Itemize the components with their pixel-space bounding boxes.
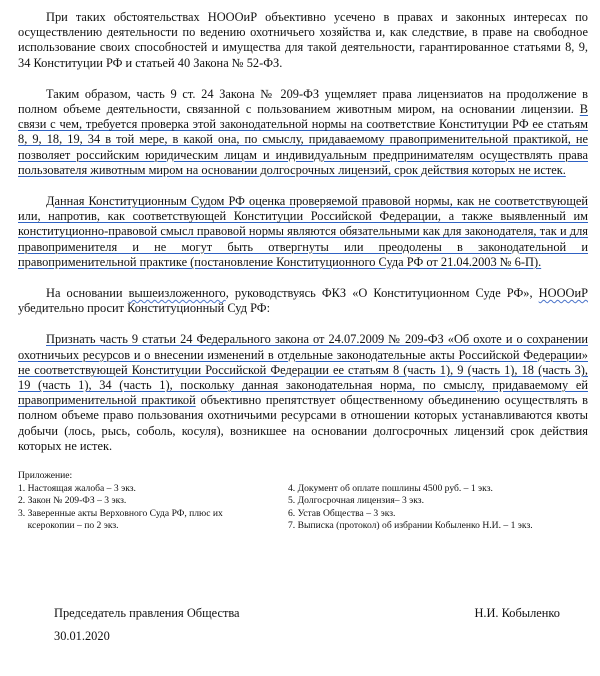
paragraph-text: объективно препятствует общественному объединению осуществлять в полном объеме право пользования охотничьими ресурсами в отношении которых устанавливаются квоты добычи (лось, рысь, соболь, косуля), возникшее на основании долгосрочных лицензий срок действия которых не истек.	[18, 393, 588, 453]
attachments-title: Приложение:	[18, 470, 73, 482]
attachments-section	[18, 470, 588, 533]
highlighted-text: Данная Конституционным Судом РФ оценка проверяемой правовой нормы, как не соответствующей или, напротив, как соответствующей Конституции Российской Федерации, а также выявленный им конституционно-правовой смысл правовой нормы являются обязательными как для законодателя, так и для правоприменителя и не могут быть отвергнуты или преодолены в законодательной и правоприменительной практике (постановление Конституционного Суда РФ от 21.04.2003 № 6-П).	[18, 194, 588, 269]
paragraph-text: Таким образом, часть 9 ст. 24 Закона № 209-ФЗ ущемляет права лицензиатов на продолжение в полном объеме деятельности, связанной с пользованием животным миром, на основании лицензии.	[18, 86, 588, 117]
highlighted-text: Признать часть 9 статьи 24 Федерального закона от 24.07.2009 № 209-ФЗ «Об охоте и о сохранении охотничьих ресурсов и о внесении изменений в отдельные законодательные акты Российской Федерации» не соответствующей Конституции Российской Федерации ее статьям 8 (часть 1), 9 (часть 1), 18 (часть 3), 19 (часть 1), 34 (часть 1), поскольку данная законодательная норма, по смыслу, придаваемому ей правоприменительной практикой	[18, 332, 588, 408]
document-date: 30.01.2020	[54, 629, 110, 643]
attachments-right-column	[288, 470, 588, 533]
document-body	[18, 10, 588, 454]
attachments-right-list	[288, 483, 588, 533]
signature-row	[54, 606, 560, 621]
signer-position: Председатель правления Общества	[54, 606, 240, 620]
signer-name: Н.И. Кобыленко	[474, 606, 560, 620]
paragraph	[18, 87, 588, 178]
paragraph	[18, 332, 588, 454]
highlighted-text: вышеизложенного	[128, 286, 226, 301]
paragraph-text: При таких обстоятельствах НОООиР объективно усечено в правах и законных интересах по осуществлению деятельности по ведению охотничьего хозяйства и, как следствие, в праве на свободное использование своих способностей и имущества для такой деятельности, гарантированное статьями 8, 9, 34 Конституции РФ и статьей 40 Закона № 52-ФЗ.	[18, 10, 588, 70]
paragraph	[18, 10, 588, 71]
attachments-left-list	[18, 483, 286, 533]
highlighted-text: НОООиР	[538, 286, 588, 301]
attachment-item: ксерокопии – по 2 экз.	[18, 520, 119, 532]
attachments-left-column	[18, 470, 286, 533]
attachment-item: 7. Выписка (протокол) об избрании Кобыленко Н.И. – 1 экз.	[288, 520, 533, 532]
attachment-item: 2. Закон № 209-ФЗ – 3 экз.	[18, 495, 127, 507]
highlighted-text: В связи с чем, требуется проверка этой законодательной нормы на соответствие Конституции РФ ее статьям 8, 9, 18, 19, 34 в той мере, в какой она, по смыслу, придаваемому правоприменительной практикой, не позволяет российским юридическим лицам и индивидуальным предпринимателям осуществлять права пользователя животным миром на основании долгосрочных лицензий, срок действия которых не истек.	[18, 102, 588, 177]
attachment-item: 4. Документ об оплате пошлины 4500 руб. – 1 экз.	[288, 482, 493, 494]
attachment-item: 6. Устав Общества – 3 экз.	[288, 507, 396, 519]
attachment-item: 3. Заверенные акты Верховного Суда РФ, плюс их	[18, 507, 223, 519]
attachment-item: 5. Долгосрочная лицензия– 3 экз.	[288, 495, 424, 507]
paragraph-text: , руководствуясь ФКЗ «О Конституционном Суде РФ»,	[225, 286, 539, 301]
attachments-spacer	[288, 470, 588, 483]
paragraph-text: На основании	[46, 286, 129, 301]
paragraph	[18, 286, 588, 316]
paragraph	[18, 194, 588, 270]
paragraph-text: убедительно просит Конституционный Суд РФ:	[18, 301, 271, 316]
attachment-item: 1. Настоящая жалоба – 3 экз.	[18, 482, 136, 494]
